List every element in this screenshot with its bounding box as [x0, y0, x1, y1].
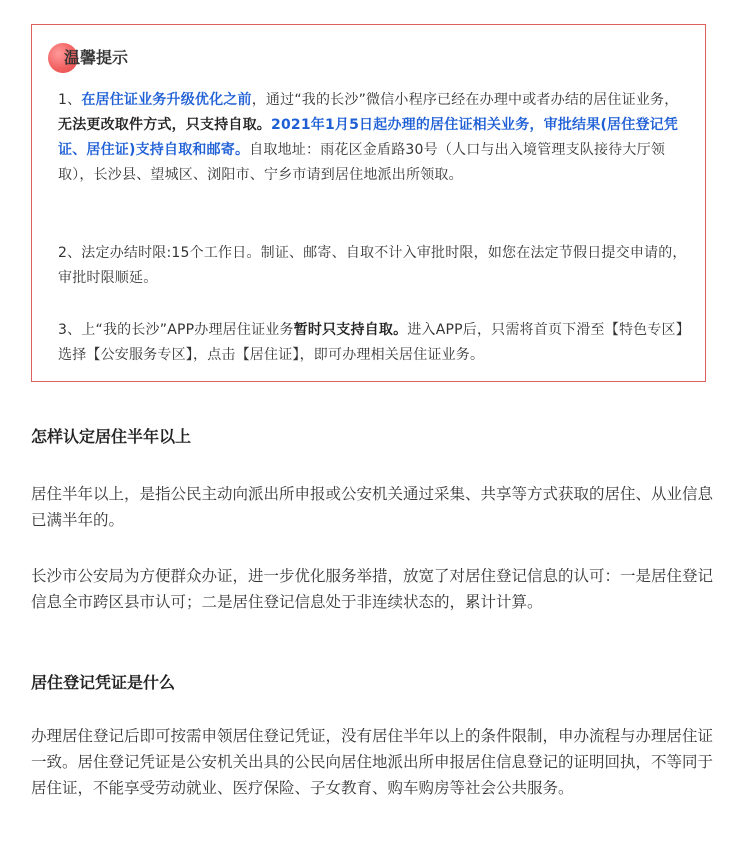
section-heading-registration-certificate: 居住登记凭证是什么	[31, 673, 176, 692]
section2-paragraph-1: 办理居住登记后即可按需申领居住登记凭证，没有居住半年以上的条件限制，申办流程与办理居住证一致。居住登记凭证是公安机关出具的公民向居住地派出所申报居住信息登记的证明回执，不等同于居住证，不能享受劳动就业、医疗保险、子女教育、购车购房等社会公共服务。	[31, 727, 714, 797]
notice-item-1-text-1: ，通过“我的长沙”微信小程序已经在办理中或者办结的居住证业务，	[251, 92, 679, 108]
notice-item-2: 2、法定办结时限:15个工作日。制证、邮寄、自取不计入审批时限，如您在法定节假日提交申请的，审批时限顺延。	[58, 245, 687, 286]
notice-item-1-num: 1、	[58, 92, 82, 108]
section1-paragraph-2: 长沙市公安局为方便群众办证，进一步优化服务举措，放宽了对居住登记信息的认可：一是居住登记信息全市跨区县市认可；二是居住登记信息处于非连续状态的，累计计算。	[31, 567, 714, 611]
notice-box	[31, 24, 706, 382]
notice-item-3	[58, 318, 688, 368]
notice-item-3-text-2: 进入APP后，只需将首页下滑至【特色专区】选择【公安服务专区】，点击【居住证】，即可办理相关居住证业务。	[58, 322, 683, 363]
notice-item-1-highlight-1: 在居住证业务升级优化之前	[81, 92, 252, 108]
notice-item-1-bold: 无法更改取件方式，只支持自取。	[58, 117, 271, 133]
section-heading-residence-half-year: 怎样认定居住半年以上	[31, 427, 192, 446]
notice-item-3-bold: 暂时只支持自取。	[293, 322, 408, 338]
notice-item-3-text-1: 3、上“我的长沙”APP办理居住证业务	[58, 322, 294, 338]
notice-item-1	[58, 88, 688, 188]
notice-title: 温馨提示	[64, 48, 129, 67]
notice-item-1-highlight-2: 2021年1月5日起办理的居住证相关业务，审批结果(居住登记凭证、居住证)支持自取和邮寄。	[58, 117, 679, 158]
section1-paragraph-1: 居住半年以上，是指公民主动向派出所申报或公安机关通过采集、共享等方式获取的居住、从业信息已满半年的。	[31, 485, 714, 529]
notice-item-1-text-2: 自取地址：雨花区金盾路30号（人口与出入境管理支队接待大厅领取），长沙县、望城区、浏阳市、宁乡市请到居住地派出所领取。	[58, 142, 666, 183]
